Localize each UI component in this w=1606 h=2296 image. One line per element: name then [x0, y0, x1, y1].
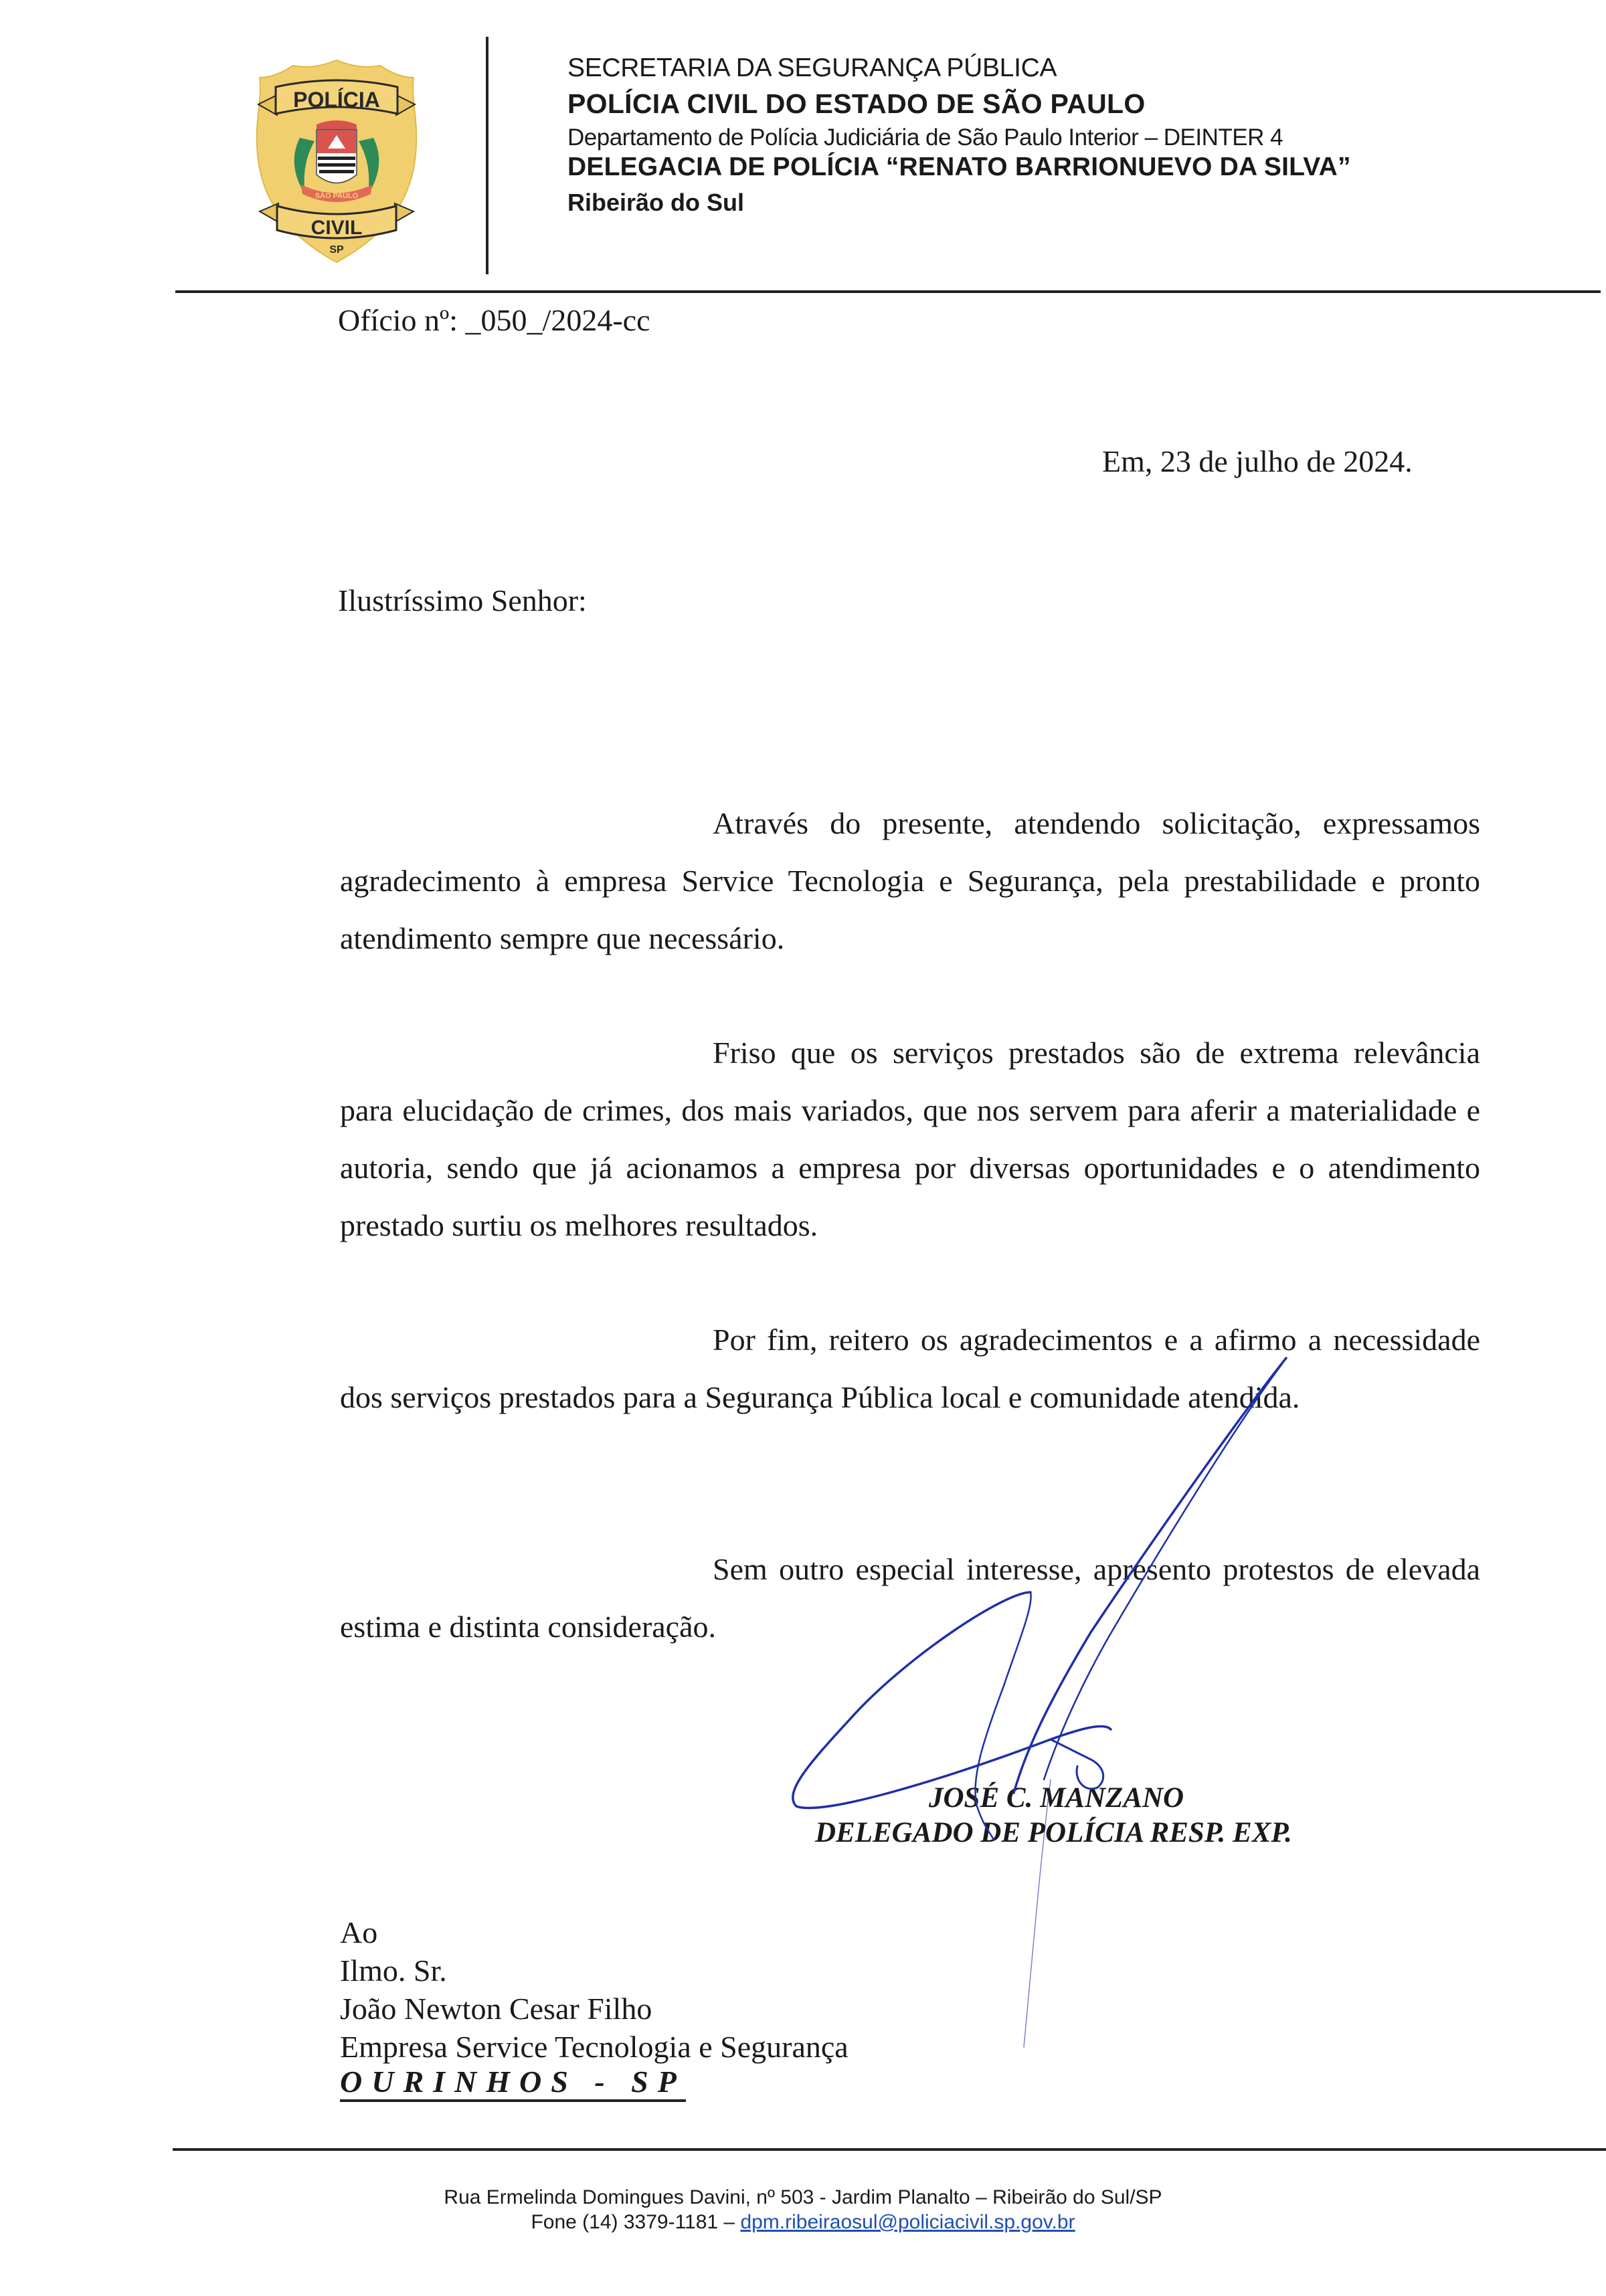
department-name: Departamento de Polícia Judiciária de São Paulo Interior – DEINTER 4 — [567, 124, 1283, 151]
addressee-company: Empresa Service Tecnologia e Segurança — [340, 2030, 849, 2064]
addressee-line: Ilmo. Sr. — [340, 1953, 447, 1988]
svg-text:CIVIL: CIVIL — [310, 217, 363, 239]
addressee-city: OURINHOS - SP — [340, 2065, 686, 2102]
paragraph-3 — [340, 1311, 1480, 1426]
svg-text:SP: SP — [329, 244, 344, 256]
footer — [0, 2185, 1606, 2234]
paragraph-text: Através do presente, atendendo solicitação, expressamos agradecimento à empresa Service Tecnologia e Segurança, pela prestabilidade e pronto atendimento sempre que necessário. — [340, 806, 1480, 955]
header-divider — [175, 290, 1601, 293]
station-name: DELEGACIA DE POLÍCIA “RENATO BARRIONUEVO DA SILVA” — [567, 153, 1351, 181]
footer-contact — [0, 2210, 1606, 2234]
paragraph-2 — [340, 1024, 1480, 1254]
svg-text:POLÍCIA: POLÍCIA — [293, 88, 380, 112]
paragraph-1 — [340, 795, 1480, 967]
addressee-line: Ao — [340, 1915, 378, 1949]
station-city: Ribeirão do Sul — [567, 189, 745, 216]
secretariat-name: SECRETARIA DA SEGURANÇA PÚBLICA — [567, 54, 1057, 82]
paragraph-text: Sem outro especial interesse, apresento protestos de elevada estima e distinta consideração. — [340, 1552, 1480, 1644]
footer-address: Rua Ermelinda Domingues Davini, nº 503 - Jardim Planalto – Ribeirão do Sul/SP — [444, 2186, 1162, 2208]
paragraph-text: Friso que os serviços prestados são de extrema relevância para elucidação de crimes, dos mais variados, que nos servem para aferir a materialidade e autoria, sendo que já acionamos a empresa por diversas oportunidades e o atendimento prestado surtiu os melhores resultados. — [340, 1036, 1480, 1242]
svg-text:SÃO PAULO: SÃO PAULO — [315, 192, 359, 200]
header-vertical-divider — [486, 37, 488, 274]
signatory-name: JOSÉ C. MANZANO — [929, 1782, 1184, 1814]
footer-divider — [173, 2148, 1606, 2151]
salutation: Ilustríssimo Senhor: — [338, 583, 587, 617]
signatory-title: DELEGADO DE POLÍCIA RESP. EXP. — [815, 1817, 1292, 1848]
agency-name: POLÍCIA CIVIL DO ESTADO DE SÃO PAULO — [567, 88, 1146, 119]
paragraph-4 — [340, 1541, 1480, 1656]
addressee-name: João Newton Cesar Filho — [340, 1992, 652, 2026]
policia-civil-badge-icon — [253, 58, 420, 265]
paragraph-text: Por fim, reitero os agradecimentos e a afirmo a necessidade dos serviços prestados para a Segurança Pública local e comunidade atendida. — [340, 1323, 1480, 1414]
handwritten-signature-icon — [770, 1311, 1305, 2141]
footer-phone: Fone (14) 3379-1181 – — [531, 2211, 741, 2233]
letter-date: Em, 23 de julho de 2024. — [1102, 444, 1413, 478]
footer-email-link[interactable]: dpm.ribeiraosul@policiacivil.sp.gov.br — [740, 2211, 1075, 2233]
letter-reference: Ofício nº: _050_/2024-cc — [338, 303, 650, 337]
